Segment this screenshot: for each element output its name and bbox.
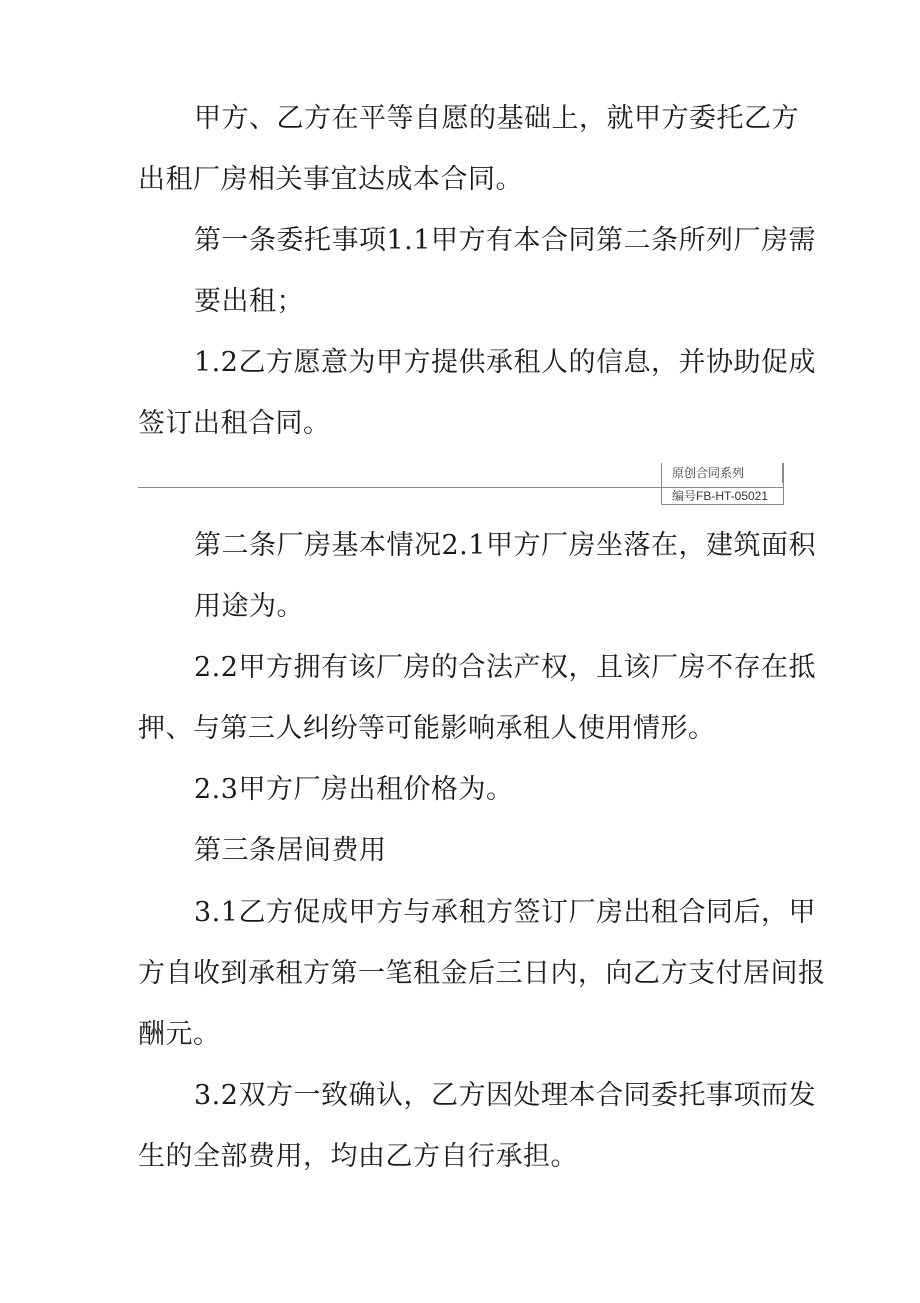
paragraph-line: 签订出租合同。 [138, 408, 331, 439]
paragraph-line: 酬元。 [138, 1019, 221, 1050]
paragraph-line: 2.2甲方拥有该厂房的合法产权，且该厂房不存在抵 [194, 652, 816, 683]
stamp-series-label: 原创合同系列 [662, 463, 783, 483]
paragraph-line: 1.2乙方愿意为甲方提供承租人的信息，并协助促成 [194, 347, 816, 378]
paragraph-line: 出租厂房相关事宜达成本合同。 [138, 164, 523, 195]
clause-heading-line: 第二条厂房基本情况2.1甲方厂房坐落在，建筑面积 [194, 530, 816, 561]
paragraph-line: 用途为。 [194, 591, 304, 622]
paragraph-line: 要出租； [194, 286, 304, 317]
paragraph-line: 押、与第三人纠纷等可能影响承租人使用情形。 [138, 713, 716, 744]
clause-heading-line: 第一条委托事项1.1甲方有本合同第二条所列厂房需 [194, 225, 816, 256]
paragraph-line: 方自收到承租方第一笔租金后三日内，向乙方支付居间报 [138, 958, 826, 989]
paragraph-line: 3.2双方一致确认，乙方因处理本合同委托事项而发 [194, 1080, 816, 1111]
clause-heading-line: 第三条居间费用 [194, 835, 387, 866]
contract-series-stamp [661, 463, 784, 505]
paragraph-line: 甲方、乙方在平等自愿的基础上，就甲方委托乙方 [194, 103, 799, 134]
paragraph-line: 生的全部费用，均由乙方自行承担。 [138, 1141, 578, 1172]
stamp-code-label: 编号FB-HT-05021 [662, 487, 783, 504]
paragraph-line: 2.3甲方厂房出租价格为。 [194, 774, 514, 805]
paragraph-line: 3.1乙方促成甲方与承租方签订厂房出租合同后，甲 [194, 897, 816, 928]
